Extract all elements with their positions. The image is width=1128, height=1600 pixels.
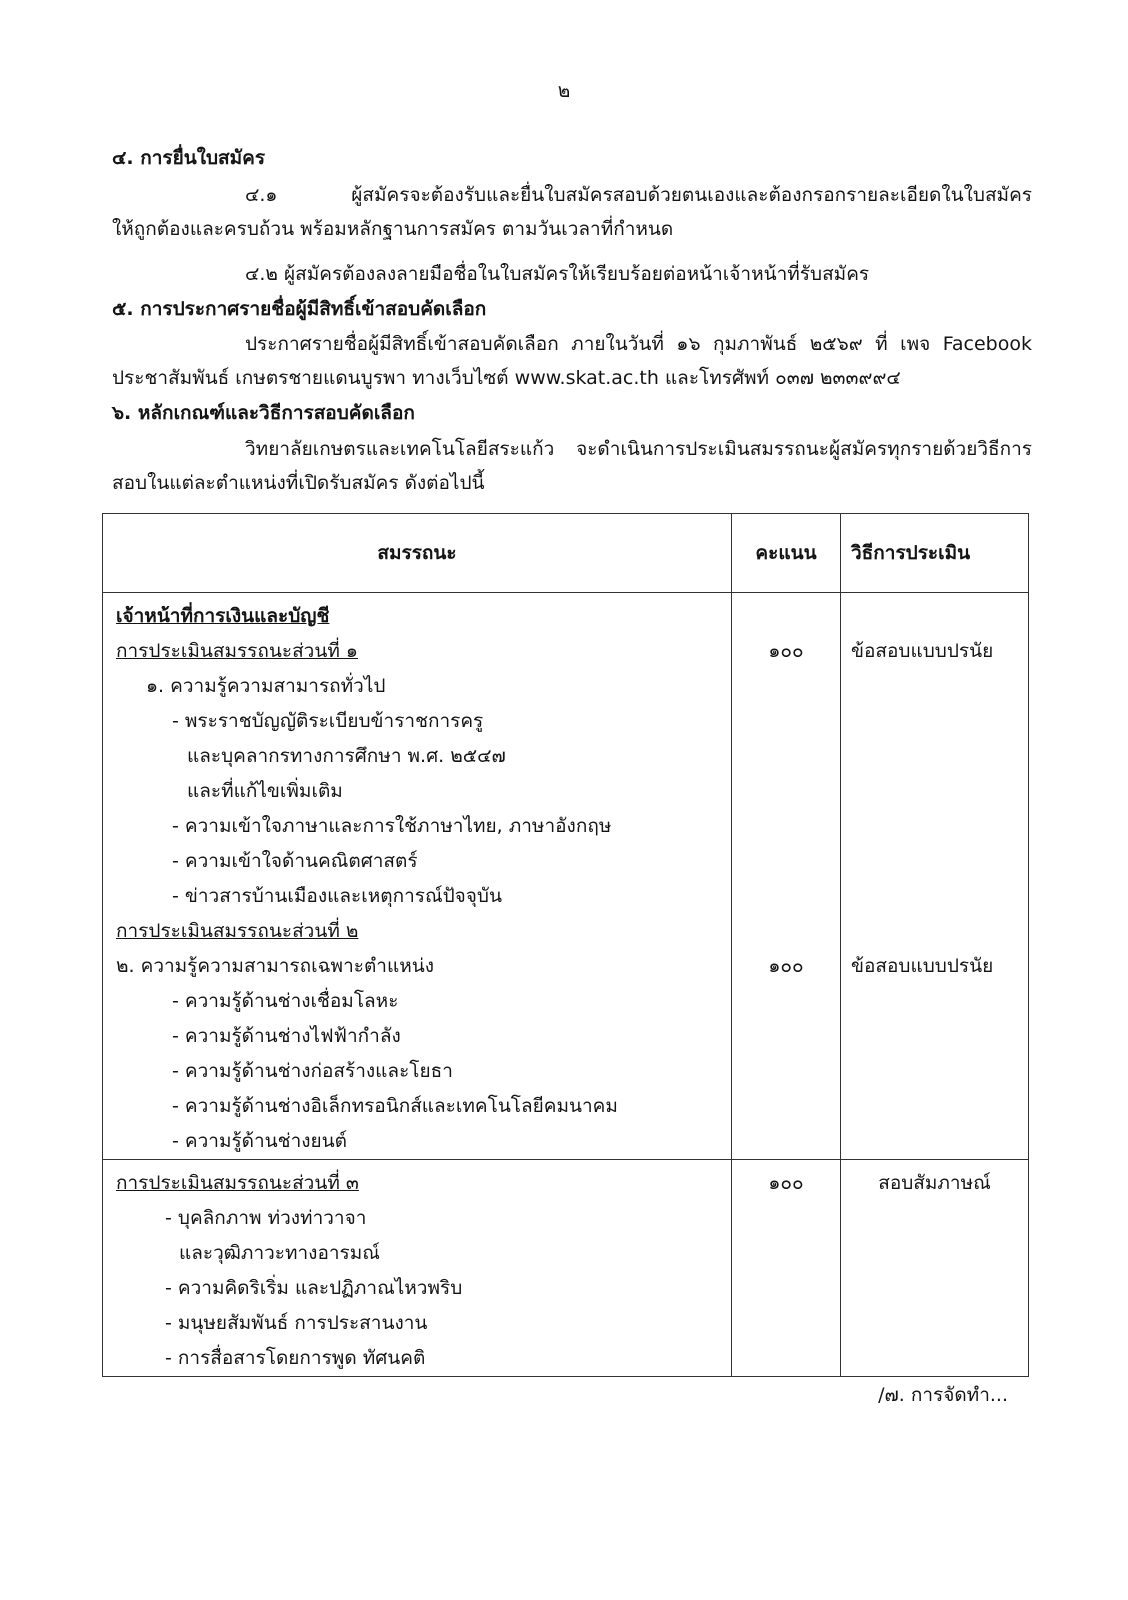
section-5-paragraph (112, 327, 1032, 395)
part-3-score: ๑๐๐ (768, 1172, 804, 1194)
part-2-bullet-3: - ความรู้ด้านช่างก่อสร้างและโยธา (172, 1060, 453, 1082)
section-4-paragraph-2: ๔.๒ ผู้สมัครต้องลงลายมือชื่อในใบสมัครให้เรียบร้อยต่อหน้าเจ้าหน้าที่รับสมัคร (245, 263, 870, 285)
section-6-heading: ๖. หลักเกณฑ์และวิธีการสอบคัดเลือก (112, 402, 415, 424)
part-1-bullet-1-line-3: และที่แก้ไขเพิ่มเติม (187, 780, 343, 802)
part-1-item: ๑. ความรู้ความสามารถทั่วไป (146, 675, 386, 697)
header-competency: สมรรถนะ (103, 514, 732, 593)
part-1-bullet-1: - พระราชบัญญัติระเบียบข้าราชการครู (172, 710, 484, 732)
section-4-paragraph-1 (112, 178, 1032, 246)
header-method: วิธีการประเมิน (841, 514, 1029, 593)
part-3-bullet-3: - มนุษยสัมพันธ์ การประสานงาน (165, 1312, 428, 1334)
part-1-method: ข้อสอบแบบปรนัย (851, 640, 994, 662)
section-5-first-line: ประกาศรายชื่อผู้มีสิทธิ์เข้าสอบคัดเลือก ภายในวันที่ ๑๖ กุมภาพันธ์ ๒๕๖๙ ที่ เพจ Facebook (245, 333, 1032, 355)
part-3-bullet-2: - ความคิดริเริ่ม และปฏิภาณไหวพริบ (165, 1277, 463, 1299)
competency-cell (103, 1160, 732, 1377)
score-cell (732, 593, 841, 1160)
part-1-bullet-2: - ความเข้าใจภาษาและการใช้ภาษาไทย, ภาษาอังกฤษ (172, 815, 612, 837)
table-row (103, 593, 1029, 1160)
part-1-bullet-3: - ความเข้าใจด้านคณิตศาสตร์ (172, 850, 418, 872)
section-4-p1-continuation: ให้ถูกต้องและครบถ้วน พร้อมหลักฐานการสมัคร ตามวันเวลาที่กำหนด (112, 218, 674, 240)
part-1-bullet-4: - ข่าวสารบ้านเมืองและเหตุการณ์ปัจจุบัน (172, 885, 502, 907)
part-2-bullet-1: - ความรู้ด้านช่างเชื่อมโลหะ (172, 990, 399, 1012)
part-1-bullet-1-line-2: และบุคลากรทางการศึกษา พ.ศ. ๒๕๔๗ (187, 745, 506, 767)
part-2-score: ๑๐๐ (768, 955, 804, 977)
score-cell (732, 1160, 841, 1377)
table-header-row (103, 514, 1029, 593)
section-4-p1-first-line: ๔.๑ ผู้สมัครจะต้องรับและยื่นใบสมัครสอบด้วยตนเองและต้องกรอกรายละเอียดในใบสมัคร (245, 184, 1032, 206)
page-number: ๒ (557, 80, 571, 102)
competency-cell (103, 593, 732, 1160)
part-3-bullet-4: - การสื่อสารโดยการพูด ทัศนคติ (165, 1347, 426, 1369)
part-3-title: การประเมินสมรรถนะส่วนที่ ๓ (116, 1172, 359, 1194)
section-5-heading: ๕. การประกาศรายชื่อผู้มีสิทธิ์เข้าสอบคัดเลือก (112, 298, 487, 320)
section-6-continuation: สอบในแต่ละตำแหน่งที่เปิดรับสมัคร ดังต่อไปนี้ (112, 472, 485, 494)
section-4-heading: ๔. การยื่นใบสมัคร (112, 147, 266, 169)
section-5-continuation: ประชาสัมพันธ์ เกษตรชายแดนบูรพา ทางเว็บไซต์ www.skat.ac.th และโทรศัพท์ ๐๓๗ ๒๓๓๙๙๔ (112, 367, 901, 389)
part-2-bullet-4: - ความรู้ด้านช่างอิเล็กทรอนิกส์และเทคโนโลยีคมนาคม (172, 1095, 618, 1117)
method-cell (841, 1160, 1029, 1377)
part-2-method: ข้อสอบแบบปรนัย (851, 955, 994, 977)
part-3-method: สอบสัมภาษณ์ (878, 1172, 991, 1194)
part-3-bullet-1: - บุคลิกภาพ ท่วงท่าวาจา (165, 1207, 367, 1229)
part-1-score: ๑๐๐ (768, 640, 804, 662)
position-title: เจ้าหน้าที่การเงินและบัญชี (116, 605, 330, 627)
part-2-item: ๒. ความรู้ความสามารถเฉพาะตำแหน่ง (116, 955, 434, 977)
part-1-title: การประเมินสมรรถนะส่วนที่ ๑ (116, 640, 358, 662)
table-row (103, 1160, 1029, 1377)
method-cell (841, 593, 1029, 1160)
section-6-paragraph (112, 432, 1032, 500)
header-score: คะแนน (732, 514, 841, 593)
part-2-bullet-5: - ความรู้ด้านช่างยนต์ (172, 1130, 347, 1152)
part-3-bullet-1-line-2: และวุฒิภาวะทางอารมณ์ (179, 1242, 380, 1264)
part-2-bullet-2: - ความรู้ด้านช่างไฟฟ้ากำลัง (172, 1025, 401, 1047)
criteria-table (102, 513, 1029, 1377)
part-2-title: การประเมินสมรรถนะส่วนที่ ๒ (116, 920, 359, 942)
section-6-first-line: วิทยาลัยเกษตรและเทคโนโลยีสระแก้ว จะดำเนินการประเมินสมรรถนะผู้สมัครทุกรายด้วยวิธีการ (245, 438, 1032, 460)
continuation-footer: /๗. การจัดทำ... (878, 1384, 1008, 1406)
